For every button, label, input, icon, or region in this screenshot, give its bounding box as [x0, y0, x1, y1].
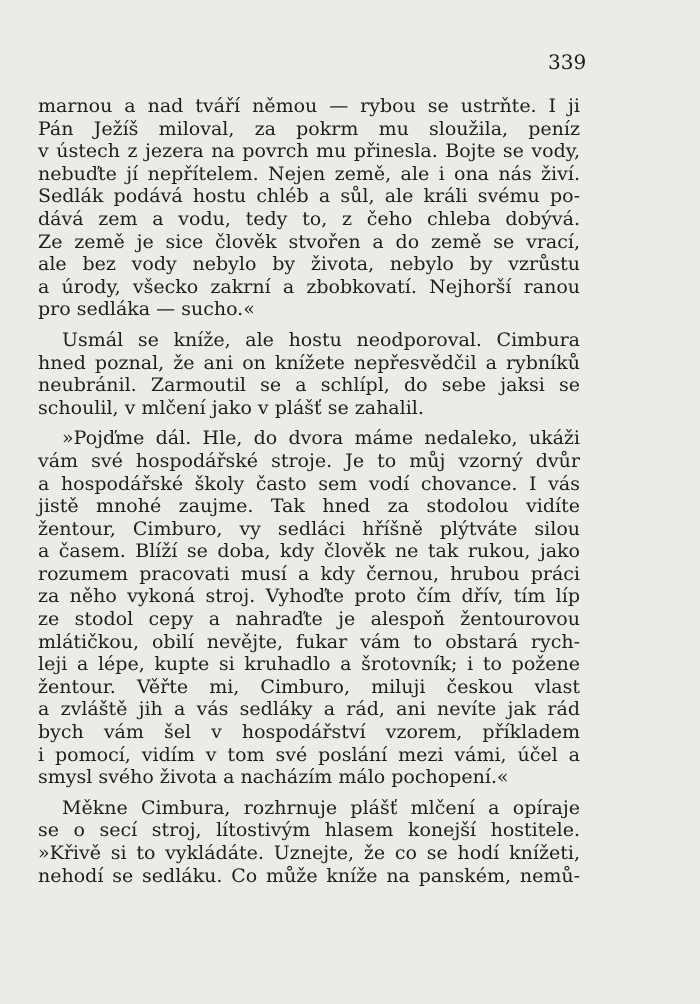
text-line: jistě mnohé zaujme. Tak hned za stodolou vidíte [38, 495, 580, 518]
paragraph-gap [38, 419, 580, 427]
page-number: 339 [548, 50, 587, 74]
text-line: žentour. Věřte mi, Cimburo, miluji českou vlast [38, 675, 580, 698]
text-line: Pán Ježíš miloval, za pokrm mu sloužila, peníz [38, 117, 580, 140]
text-line: mlátičkou, obilí nevějte, fukar vám to obstará rych- [38, 630, 580, 653]
text-line: rozumem pracovati musí a kdy černou, hrubou práci [38, 562, 580, 585]
text-line: se o secí stroj, lítostivým hlasem konejší hostitele. [38, 819, 580, 842]
text-line: Měkne Cimbura, rozhrnuje plášť mlčení a opíraje [62, 796, 580, 819]
text-line: žentour, Cimburo, vy sedláci hříšně plýtváte silou [38, 517, 580, 540]
text-line: dává zem a vodu, tedy to, z čeho chleba dobývá. [38, 207, 580, 230]
text-line: i pomocí, vidím v tom své poslání mezi vámi, účel a [38, 743, 580, 766]
text-line: a časem. Blíží se doba, kdy člověk ne tak rukou, jako [38, 540, 580, 563]
body-text [38, 95, 580, 887]
text-line: vám své hospodářské stroje. Je to můj vzorný dvůr [38, 449, 580, 472]
text-line: »Křivě si to vykládáte. Uznejte, že co se hodí knížeti, [38, 842, 580, 864]
paragraph [38, 329, 580, 419]
text-line: hned poznal, že ani on knížete nepřesvědčil a rybníků [38, 351, 580, 374]
text-line: pro sedláka — sucho.« [38, 298, 255, 321]
text-line: ale bez vody nebylo by života, nebylo by vzrůstu [38, 253, 580, 276]
paragraph [38, 797, 580, 887]
text-line: leji a lépe, kupte si kruhadlo a šrotovník; i to požene [38, 653, 580, 676]
paragraph [38, 427, 580, 789]
text-line: a úrody, všecko zakrní a zbobkovatí. Nejhorší ranou [38, 275, 580, 298]
text-line: a hospodářské školy často sem vodí chovance. I vás [38, 472, 580, 495]
paragraph-gap [38, 789, 580, 797]
text-line: nebuďte jí nepřítelem. Nejen země, ale i ona nás živí. [38, 162, 580, 185]
text-line: a zvláště jih a vás sedláky a rád, ani nevíte jak rád [38, 698, 580, 721]
paragraph-gap [38, 321, 580, 329]
text-line: za něho vykoná stroj. Vyhoďte proto čím dřív, tím líp [38, 585, 580, 608]
text-line: marnou a nad tváří němou — rybou se ustrňte. I ji [38, 95, 580, 117]
text-line: nehodí se sedláku. Co může kníže na panském, nemů- [38, 864, 580, 887]
text-line: »Pojďme dál. Hle, do dvora máme nedaleko, ukáži [62, 427, 580, 450]
paragraph [38, 95, 580, 321]
text-line: v ústech z jezera na povrch mu přinesla. Bojte se vody, [38, 140, 580, 163]
text-line: ze stodol cepy a nahraďte je alespoň žentourovou [38, 608, 580, 631]
text-line: smysl svého života a nacházím málo pochopení.« [38, 766, 509, 789]
text-line: schoulil, v mlčení jako v plášť se zahalil. [38, 396, 424, 419]
text-line: Ze země je sice člověk stvořen a do země se vrací, [38, 230, 580, 253]
text-line: neubránil. Zarmoutil se a schlípl, do sebe jaksi se [38, 374, 580, 397]
text-line: Sedlák podává hostu chléb a sůl, ale králi svému po- [38, 185, 580, 208]
text-line: Usmál se kníže, ale hostu neodporoval. Cimbura [62, 328, 580, 351]
text-line: bych vám šel v hospodářství vzorem, příkladem [38, 721, 580, 744]
